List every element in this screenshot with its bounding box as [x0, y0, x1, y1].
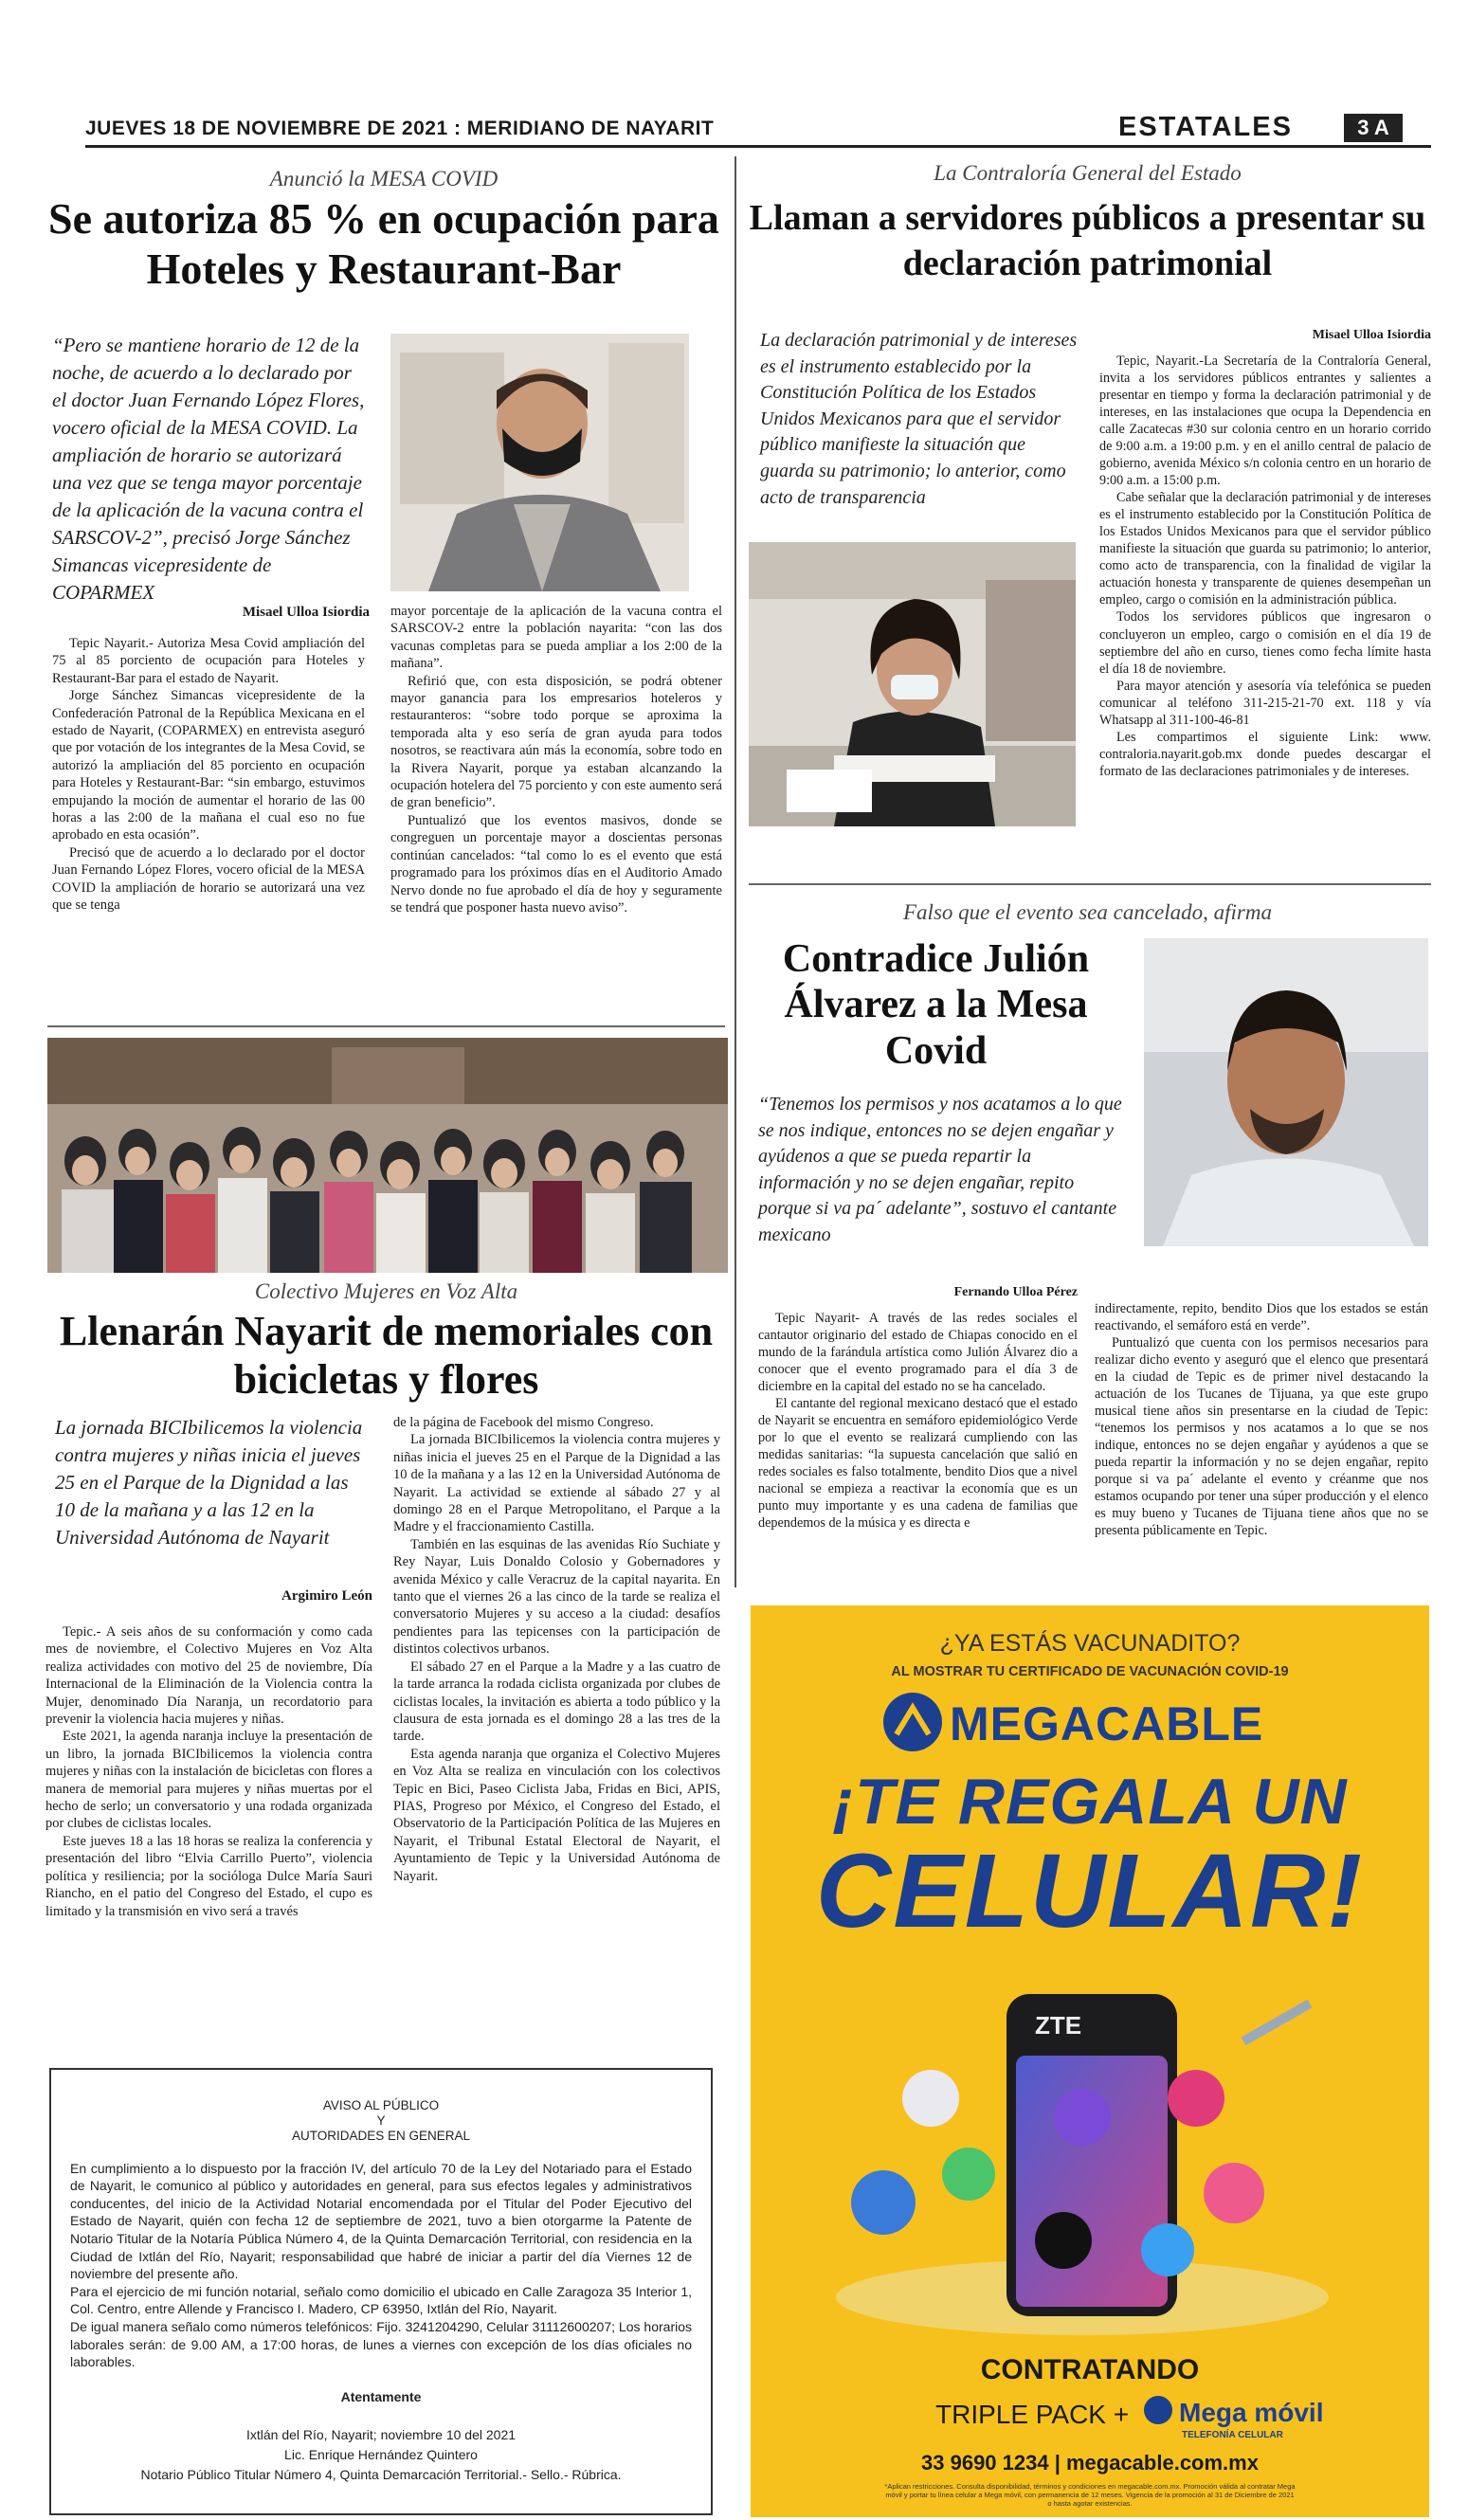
megacable-advertisement — [751, 1605, 1429, 2517]
article4-column-1 — [45, 1623, 372, 1920]
article3-photo — [1144, 938, 1428, 1246]
ad-contract: CONTRATANDO — [980, 2354, 1200, 2385]
article2-byline: Misael Ulloa Isiordia — [1312, 328, 1431, 342]
notice-paragraph: En cumplimiento a lo dispuesto por la fracción IV, del artículo 70 de la Ley del Notariado para el Estado de Nayarit, le comunico al público y autoridades en general, para sus efectos legales y administrativos conducentes, del inicio de la Actividad Notarial encomendada por el Titular del Poder Ejecutivo del Estado de Nayarit, quién con fecha 12 de septiembre de 2021, tuvo a bien otorgarme la Patente de Notario Titular de la Notaría Pública Número 4, de la Quinta Demarcación Territorial, con residencia en la Ciudad de Ixtlán del Río, Nayarit; responsabilidad que habré de iniciar a partir del día Viernes 12 de noviembre del presente año. — [70, 2160, 692, 2282]
article3-paragraph: Puntualizó que cuenta con los permisos necesarios para realizar dicho evento y aseguró que el elenco que presentará en la ciudad de Tepic es de primer nivel destacando la actuación de los Tucanes de Tijuana, ya que este grupo musical tiene años sin presentarse en la ciudad de Tepic: “tenemos los permisos y nos acatamos a lo que se nos indique, entonces no se dejen engañar y ayúdenos a que se pueda repartir la información y no se dejen engañar, repito porque si va pa´ adelante el evento y créanme que nos estamos ocupando por tener una súper producción y el elenco es muy bueno y Tucanes de Tijuana tiene años que no se presenta públicamente en Tepic. — [1095, 1335, 1428, 1539]
notice-title-1: AVISO AL PÚBLICO — [322, 2098, 440, 2112]
article3-dek: “Tenemos los permisos y nos acatamos a lo que se nos indique, entonces no se dejen engañar y ayúdenos a que se pueda repartir la información y no se dejen engañar, repito porque si va pa´ adelante”, sostuvo el cantante mexicano — [758, 1094, 1122, 1245]
article1-column-1 — [52, 635, 365, 915]
notice-signature-line: Ixtlán del Río, Nayarit; noviembre 10 del 2021 — [245, 2427, 517, 2443]
article1-kicker: Anunció la MESA COVID — [269, 167, 499, 190]
header-rule — [85, 145, 1431, 148]
ad-headline-2: CELULAR! — [815, 1833, 1365, 1949]
article3-paragraph: El cantante del regional mexicano destacó que el estado de Nayarit se encuentra en semáforo epidemiológico Verde por lo que el evento se realizará cumpliendo con las medidas sanitarias: “la supuesta cancelación que salió en redes sociales es falso totalmente, bendito Dios que a nivel nacional se empieza a reactivar la economía que es un punto muy importante y es una cadena de familias que dependemos de la música y es directa e — [758, 1396, 1078, 1532]
notary-notice — [49, 2068, 713, 2515]
article1-dek: “Pero se mantiene horario de 12 de la noche, de acuerdo a lo declarado por el doctor Juan Fernando López Flores, vocero oficial de la MESA COVID. La ampliación de horario se autorizará una vez que se tenga mayor porcentaje de la aplicación de la vacuna contra el SARSCOV-2”, precisó Jorge Sánchez Simancas vicepresidente de COPARMEX — [52, 334, 365, 604]
article2-headline: Llaman a servidores públicos a presentar su declaración patrimonial — [749, 198, 1426, 283]
article1-paragraph: mayor porcentaje de la aplicación de la vacuna contra el SARSCOV-2 entre la población nayarita: “con las dos vacunas completas para se pueda ampliar a los 2:00 de la mañana”. — [390, 604, 722, 672]
article1-paragraph: Precisó que de acuerdo a lo declarado por el doctor Juan Fernando López Flores, vocero oficial de la MESA COVID la ampliación de horario se autorizará una vez que se tenga — [52, 844, 365, 914]
column-divider — [734, 156, 736, 1587]
article4-photo — [47, 1038, 728, 1273]
ad-mega-movil: Mega móvil — [1179, 2398, 1324, 2427]
article4-dek: La jornada BICIbilicemos la violencia contra mujeres y niñas inicia el jueves 25 en el Parque de la Dignidad a las 10 de la mañana y a las 12 en la Universidad Autónoma de Nayarit — [55, 1416, 363, 1549]
article1-byline: Misael Ulloa Isiordia — [242, 605, 370, 620]
notice-attentive: Atentamente — [340, 2388, 422, 2404]
article2-paragraph: Para mayor atención y asesoría vía telefónica se pueden comunicar al teléfono 311-215-21-70 ext. 118 y vía Whatsapp al 311-100-46-81 — [1099, 678, 1431, 728]
megacable-logo-icon — [883, 1693, 942, 1751]
ad-phone-brand: ZTE — [1035, 2011, 1082, 2040]
notice-title-2: Y — [376, 2113, 386, 2129]
article2-kicker: La Contraloría General del Estado — [934, 161, 1242, 185]
article4-paragraph: La jornada BICIbilicemos la violencia contra mujeres y niñas inicia el jueves 25 en el Parque de la Dignidad a las 10 de la mañana y a las 12 en la Universidad Autónoma de Nayarit. La actividad se extiende al sábado 27 y al domingo 28 en el Parque Metropolitano, el Parque a la Madre y el fraccionamiento Castilla. — [393, 1432, 720, 1535]
article3-headline: Contradice Julión Álvarez a la Mesa Covid — [782, 937, 1090, 1073]
notice-signature-line: Notario Público Titular Número 4, Quinta Demarcación Territorial.- Sello.- Rúbrica. — [140, 2466, 622, 2482]
article1-paragraph: Puntualizó que los eventos masivos, donde se congreguen un porcentaje mayor a doscientas personas continúan cancelados: “tal como lo es el evento que está programado para los próximos días en el Auditorio Amado Nervo donde no fue aprobado el día de hoy y seguramente se tendrá que posponer hasta nuevo aviso”. — [390, 812, 722, 916]
ad-contact: 33 9690 1234 | megacable.com.mx — [921, 2451, 1259, 2475]
article4-paragraph: Este 2021, la agenda naranja incluye la presentación de un libro, la jornada BICIbilicemos la violencia contra mujeres y niñas con la instalación de bicicletas con flores a manera de memorial para mujeres y niñas muertas por el hecho de serlo; un conversatorio y una rodada organizada por clubes de ciclistas locales. — [45, 1729, 372, 1832]
ad-triple-pack: TRIPLE PACK + — [935, 2400, 1130, 2429]
article4-paragraph: de la página de Facebook del mismo Congreso. — [393, 1415, 654, 1430]
page-number: 3 A — [1344, 114, 1403, 142]
article2-photo — [749, 542, 1076, 826]
article3-column-2 — [1095, 1300, 1428, 1539]
article1-paragraph: Jorge Sánchez Simancas vicepresidente de la Confederación Patronal de la República Mexicana en el estado de Nayarit, (COPARMEX) en entrevista aseguró que por votación de los integrantes de la Mesa Covid, se autorizó la ampliación del 85 porciento en ocupación para Hoteles y Restaurant-Bar: “sin embargo, estuvimos empujando la moción de aumentar el horario de las 00 horas a las 2:00 de la mañana el cual eso no fue aprobado en esta ocasión”. — [52, 688, 365, 843]
article1-paragraph: Tepic Nayarit.- Autoriza Mesa Covid ampliación del 75 al 85 porciento de ocupación para Hoteles y Restaurant-Bar para el estado de Nayarit. — [52, 636, 365, 686]
ad-subline: AL MOSTRAR TU CERTIFICADO DE VACUNACIÓN COVID-19 — [891, 1664, 1289, 1679]
article2-paragraph: Tepic, Nayarit.-La Secretaría de la Contraloría General, invita a los servidores públicos entrantes y salientes a presentar en tiempo y forma la declaración patrimonial y de intereses, en las instalaciones que ocupa la Dependencia en calle Zacatecas #30 sur colonia centro en un horario corrido de 9:00 a.m. a 19:00 p.m. y en el anillo central de palacio de gobierno, avenida México s/n colonia centro en un horario de 9:00 a.m. a 15:00 p.m. — [1099, 354, 1431, 489]
notice-title-3: AUTORIDADES EN GENERAL — [291, 2129, 471, 2144]
article2-paragraph: Cabe señalar que la declaración patrimonial y de intereses es el instrumento establecido por la Constitución Política de los Estados Unidos Mexicanos para que el servidor público manifieste la situación que guarda su patrimonio; lo anterior, como acto de transparencia, con la finalidad de vigilar la actuación honesta y transparente de quienes desempeñan un empleo, cargo o comisión en la administración pública. — [1099, 490, 1431, 608]
article4-byline: Argimiro León — [281, 1588, 372, 1604]
article4-kicker: Colectivo Mujeres en Voz Alta — [254, 1279, 518, 1303]
mega-movil-icon — [1144, 2396, 1172, 2424]
article4-paragraph: Esta agenda naranja que organiza el Colectivo Mujeres en Voz Alta se realiza en vinculación con los colectivos Tepic en Bici, Paseo Ciclista Jaba, Fridas en Bici, APIS, PIAS, Progreso por México, el Congreso del Estado, el Observatorio de la Participación Política de las Mujeres en Nayarit, el Tribunal Estatal Electoral de Nayarit, el Ayuntamiento de Tepic y la Universidad Autónoma de Nayarit. — [393, 1746, 720, 1884]
article4-column-2 — [393, 1414, 720, 1885]
article2-paragraph: Les compartimos el siguiente Link: www. contraloria.nayarit.gob.mx donde puedes descargar el formato de las declaraciones patrimoniales y de intereses. — [1099, 729, 1431, 779]
article3-byline: Fernando Ulloa Pérez — [953, 1285, 1078, 1299]
article2-paragraph: Todos los servidores públicos que ingresaron o concluyeron un empleo, cargo o comisión en el día 19 de septiembre del año en curso, tienes como fecha límite hasta el día 18 de noviembre. — [1099, 609, 1431, 677]
section-name: ESTATALES — [1118, 112, 1293, 142]
ad-question: ¿YA ESTÁS VACUNADITO? — [939, 1630, 1241, 1657]
ad-brand: MEGACABLE — [950, 1697, 1264, 1750]
article3-column-1 — [758, 1310, 1078, 1532]
article4-headline: Llenarán Nayarit de memoriales con bicicletas y flores — [59, 1308, 714, 1403]
article4-paragraph: También en las esquinas de las avenidas Río Suchiate y Rey Nayar, Luis Donaldo Colosio y Gobernadores y avenida México y calle Veracruz de la capital nayarita. En tanto que el viernes 26 a las cinco de la tarde se realiza el conversatorio Mujeres y su acceso a la ciudad: desafíos pendientes para las tepicenses con la participación de distintos colectivos urbanos. — [393, 1536, 720, 1658]
article3-paragraph: indirectamente, repito, bendito Dios que los estados se están reactivando, el semáforo está en verde”. — [1095, 1301, 1428, 1334]
article1-photo — [390, 334, 689, 591]
article4-paragraph: Este jueves 18 a las 18 horas se realiza la conferencia y presentación del libro “Elvia Carrillo Puerto”, violencia política y resiliencia; por la socióloga Dulce María Sauri Riancho, en el patio del Congreso del Estado, el cupo es limitado y la transmisión en vivo será a través — [45, 1833, 372, 1919]
notice-paragraph: De igual manera señalo como números telefónicos: Fijo. 3241204290, Celular 31112600207; Los horarios laborales serán: de 9.00 AM, a 17:00 horas, de lunes a viernes con excepción de los días oficiales no laborables. — [70, 2319, 692, 2370]
article4-paragraph: El sábado 27 en el Parque a la Madre y a las cuatro de la tarde arranca la rodada ciclista organizada por clubes de ciclistas locales, la invitación es abierta a todo público y la clausura de esta jornada es el domingo 28 a las tres de la tarde. — [393, 1659, 720, 1745]
article1-headline: Se autoriza 85 % en ocupación para Hoteles y Restaurant-Bar — [48, 194, 719, 293]
section-rule — [47, 1025, 725, 1027]
article1-paragraph: Refirió que, con esta disposición, se podrá obtener mayor ganancia para los empresarios hoteleros y restauranteros: “sobre todo porque se aproxima la temporada alta y eso sería de gran ayuda para todos nosotros, se reactivara aún más la economía, sobre todo en la Rivera Nayarit, porque ya estaban alcanzando la ocupación hotelera del 75 porciento y con este aumento será de gran beneficio”. — [390, 673, 722, 811]
article4-paragraph: Tepic.- A seis años de su conformación y como cada mes de noviembre, el Colectivo Mujeres en Voz Alta realiza actividades con motivo del 25 de noviembre, Día Internacional de la Eliminación de la Violencia contra la Mujer, denominado Día Naranja, un recordatorio para prevenir la violencia hacia mujeres y niñas. — [45, 1624, 372, 1728]
article1-column-2 — [390, 603, 722, 916]
ad-phone-illustration — [826, 1985, 1338, 2335]
article2-dek: La declaración patrimonial y de intereses es el instrumento establecido por la Constitución Política de los Estados Unidos Mexicanos para que el servidor público manifieste la situación que guarda su patrimonio; lo anterior, como acto de transparencia — [760, 330, 1078, 508]
notice-signature-line: Lic. Enrique Hernández Quintero — [284, 2447, 478, 2463]
article2-body — [1099, 353, 1431, 780]
section-rule — [749, 883, 1431, 885]
ad-telefonia: TELEFONÍA CELULAR — [1182, 2430, 1283, 2440]
article3-kicker: Falso que el evento sea cancelado, afirma — [903, 900, 1272, 924]
ad-fine-print: *Aplican restricciones. Consulta disponibilidad, términos y condiciones en megacable.com.mx. Promoción válida al contratar Mega móvil y portar tu línea celular a Mega móvil, con permanencia de 12 meses. Vigencia de la promoción al 31 de Diciembre de 2021 o hasta agotar existencias. — [884, 2482, 1296, 2508]
notice-paragraph: Para el ejercicio de mi función notarial, señalo como domicilio el ubicado en Calle Zaragoza 35 Interior 1, Col. Centro, entre Allende y Francisco I. Madero, CP 63950, Ixtlán del Río, Nayarit. — [70, 2283, 692, 2317]
ad-headline-1: ¡TE REGALA UN — [832, 1766, 1348, 1838]
article3-paragraph: Tepic Nayarit- A través de las redes sociales el cantautor originario del estado de Chiapas conocido en el mundo de la farándula artística como Julión Álvarez dio a conocer que el evento programado para el día 3 de diciembre en la capital del estado no se ha cancelado. — [758, 1311, 1078, 1395]
page-header-date: JUEVES 18 DE NOVIEMBRE DE 2021 : MERIDIANO DE NAYARIT — [85, 118, 715, 139]
